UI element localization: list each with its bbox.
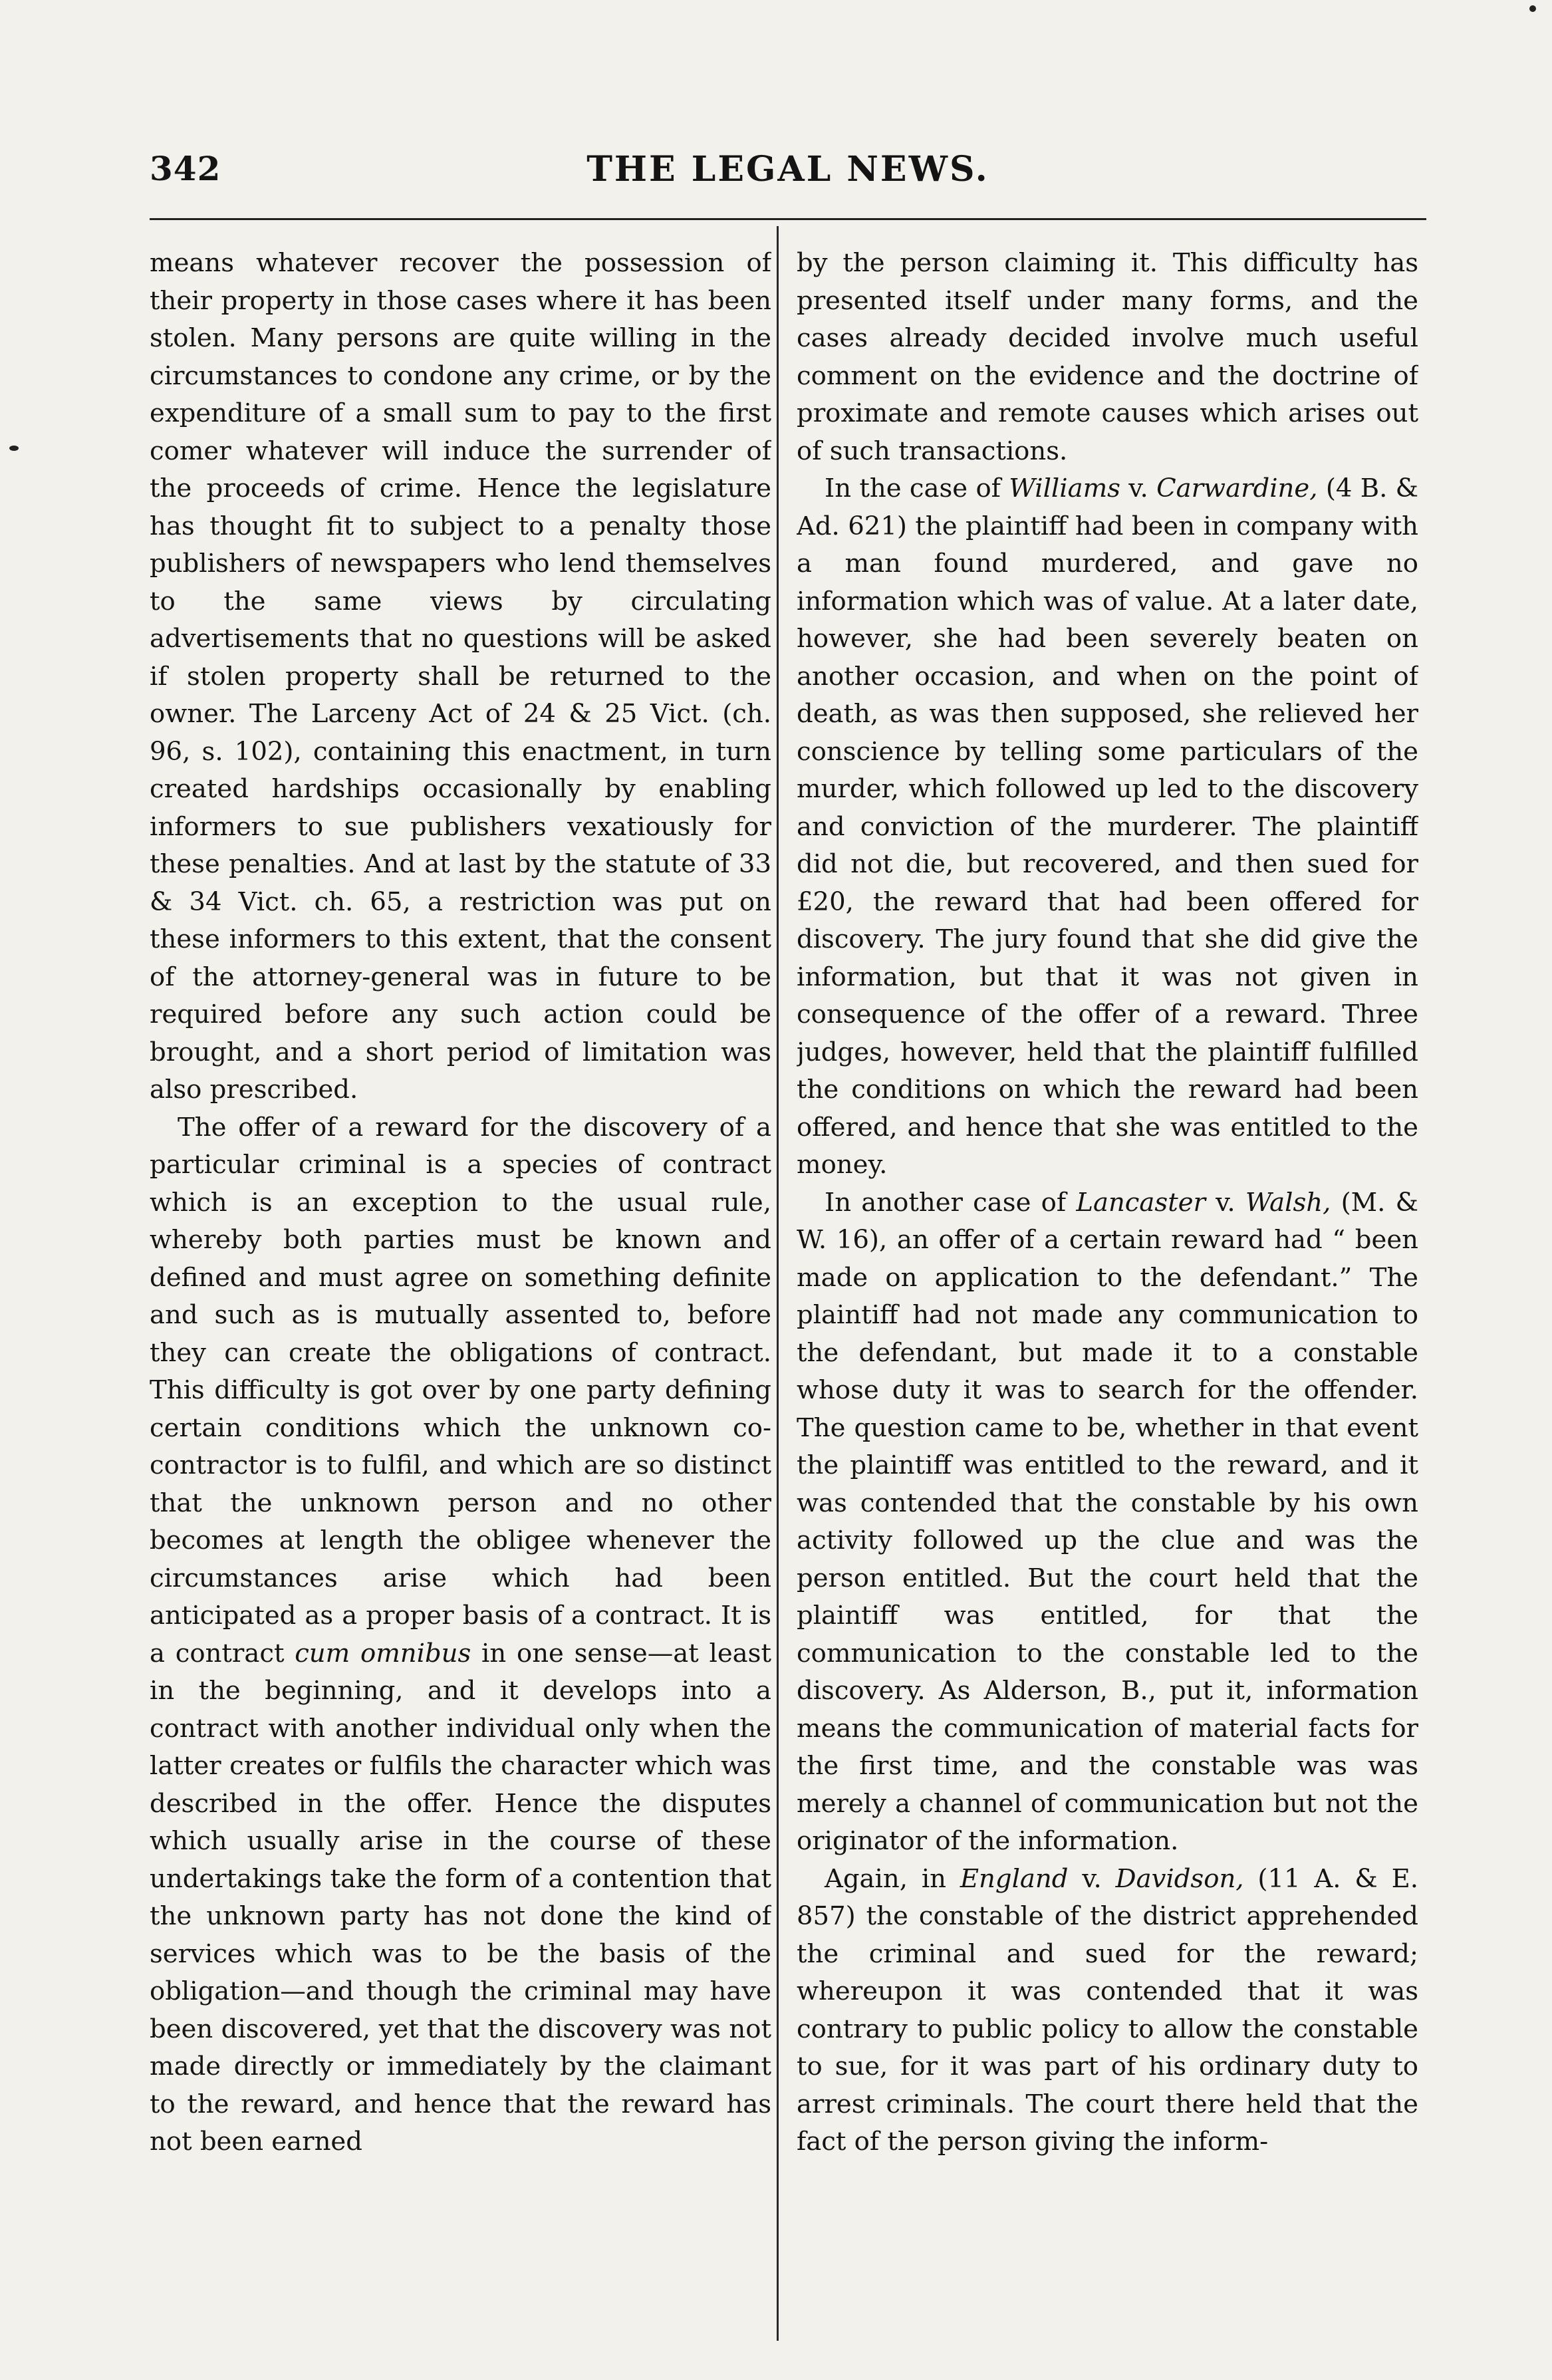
case-paragraph-williams xyxy=(797,470,1418,1184)
print-speck xyxy=(9,446,19,451)
paragraph xyxy=(150,1109,771,2161)
case-party: Williams xyxy=(1009,473,1120,503)
left-column xyxy=(150,245,771,2339)
column-rule xyxy=(777,226,779,2341)
case-paragraph-lancaster xyxy=(797,1184,1418,1861)
paragraph: by the person claiming it. This difficulty has presented itself under many forms, and the cases already decided involve much useful comment on the evidence and the doctrine of proximate and remote causes which arises out of such transactions. xyxy=(797,248,1418,466)
text-run: The offer of a reward for the discovery of a particular criminal is a species of contract which is an exception to the usual rule, whereby both parties must be known and defined and must agree on something definite and such as is mutually assented to, before they can create the obligations of contract. This difficulty is got over by one party defining certain conditions which the unknown co-contractor is to fulfil, and which are so distinct that the unknown person and no other becomes at length the obligee whenever the circumstances arise which had been anticipated as a proper basis of a contract. It is a contract xyxy=(150,1112,771,1668)
print-speck xyxy=(1529,5,1536,12)
text-run: (11 A. & E. 857) the constable of the district apprehended the criminal and sued for the reward; whereupon it was contended that it was contrary to public policy to allow the constable to sue, for it was part of his ordinary duty to arrest criminals. The court there held that the fact of the person giving the inform- xyxy=(797,1863,1418,2157)
text-run: Again, in xyxy=(825,1863,960,1894)
text-run: In another case of xyxy=(825,1187,1077,1218)
text-run: v. xyxy=(1120,473,1157,503)
latin-phrase: cum omnibus xyxy=(295,1638,471,1668)
case-paragraph-england xyxy=(797,1861,1418,2161)
text-run: in one sense—at least in the beginning, and it develops into a contract with another individual only when the latter creates or fulfils the character which was described in the offer. Hence the disputes which usually arise in the course of these undertakings take the form of a contention that the unknown party has not done the kind of services which was to be the basis of the obligation—and though the criminal may have been discovered, yet that the discovery was not made directly or immediately by the claimant to the reward, and hence that the reward has not been earned xyxy=(150,1638,771,2157)
text-run: (4 B. & Ad. 621) the plaintiff had been in company with a man found murdered, and gave no information which was of value. At a later date, however, she had been severely beaten on another occasion, and when on the point of death, as was then supposed, she relieved her conscience by telling some particulars of the murder, which followed up led to the discovery and conviction of the murderer. The plaintiff did not die, but recovered, and then sued for £20, the reward that had been offered for discovery. The jury found that she did give the information, but that it was not given in consequence of the offer of a reward. Three judges, however, held that the plaintiff fulfilled the conditions on which the reward had been offered, and hence that she was entitled to the money. xyxy=(797,473,1418,1180)
right-column xyxy=(797,245,1418,2339)
running-title: THE LEGAL NEWS. xyxy=(586,149,989,190)
case-party: England xyxy=(960,1863,1069,1894)
case-party: Lancaster xyxy=(1076,1187,1206,1218)
page-header xyxy=(150,140,1426,199)
page-number: 342 xyxy=(150,149,221,188)
case-party: Carwardine, xyxy=(1156,473,1318,503)
case-party: Davidson, xyxy=(1115,1863,1244,1894)
paragraph: means whatever recover the possession of their property in those cases where it has been stolen. Many persons are quite willing in the circumstances to condone any crime, or by the expenditure of a small sum to pay to the first comer whatever will induce the surrender of the proceeds of crime. Hence the legislature has thought fit to subject to a penalty those publishers of newspapers who lend themselves to the same views by circulating advertisements that no questions will be asked if stolen property shall be returned to the owner. The Larceny Act of 24 & 25 Vict. (ch. 96, s. 102), containing this enactment, in turn created hardships occasionally by enabling informers to sue publishers vexatiously for these penalties. And at last by the statute of 33 & 34 Vict. ch. 65, a restriction was put on these informers to this extent, that the consent of the attorney-general was in future to be required before any such action could be brought, and a short period of limitation was also prescribed. xyxy=(150,248,771,1105)
text-run: In the case of xyxy=(825,473,1009,503)
text-run: v. xyxy=(1205,1187,1245,1218)
header-rule xyxy=(150,218,1426,220)
case-party: Walsh, xyxy=(1245,1187,1331,1218)
text-run: v. xyxy=(1068,1863,1116,1894)
text-run: (M. & W. 16), an offer of a certain reward had “ been made on application to the defendant.” The plaintiff had not made any communication to the defendant, but made it to a constable whose duty it was to search for the offender. The question came to be, whether in that event the plaintiff was entitled to the reward, and it was contended that the constable by his own activity followed up the clue and was the person entitled. But the court held that the plaintiff was entitled, for that the communication to the constable led to the discovery. As Alderson, B., put it, information means the communication of material facts for the first time, and the constable was was merely a channel of communication but not the originator of the information. xyxy=(797,1187,1418,1856)
